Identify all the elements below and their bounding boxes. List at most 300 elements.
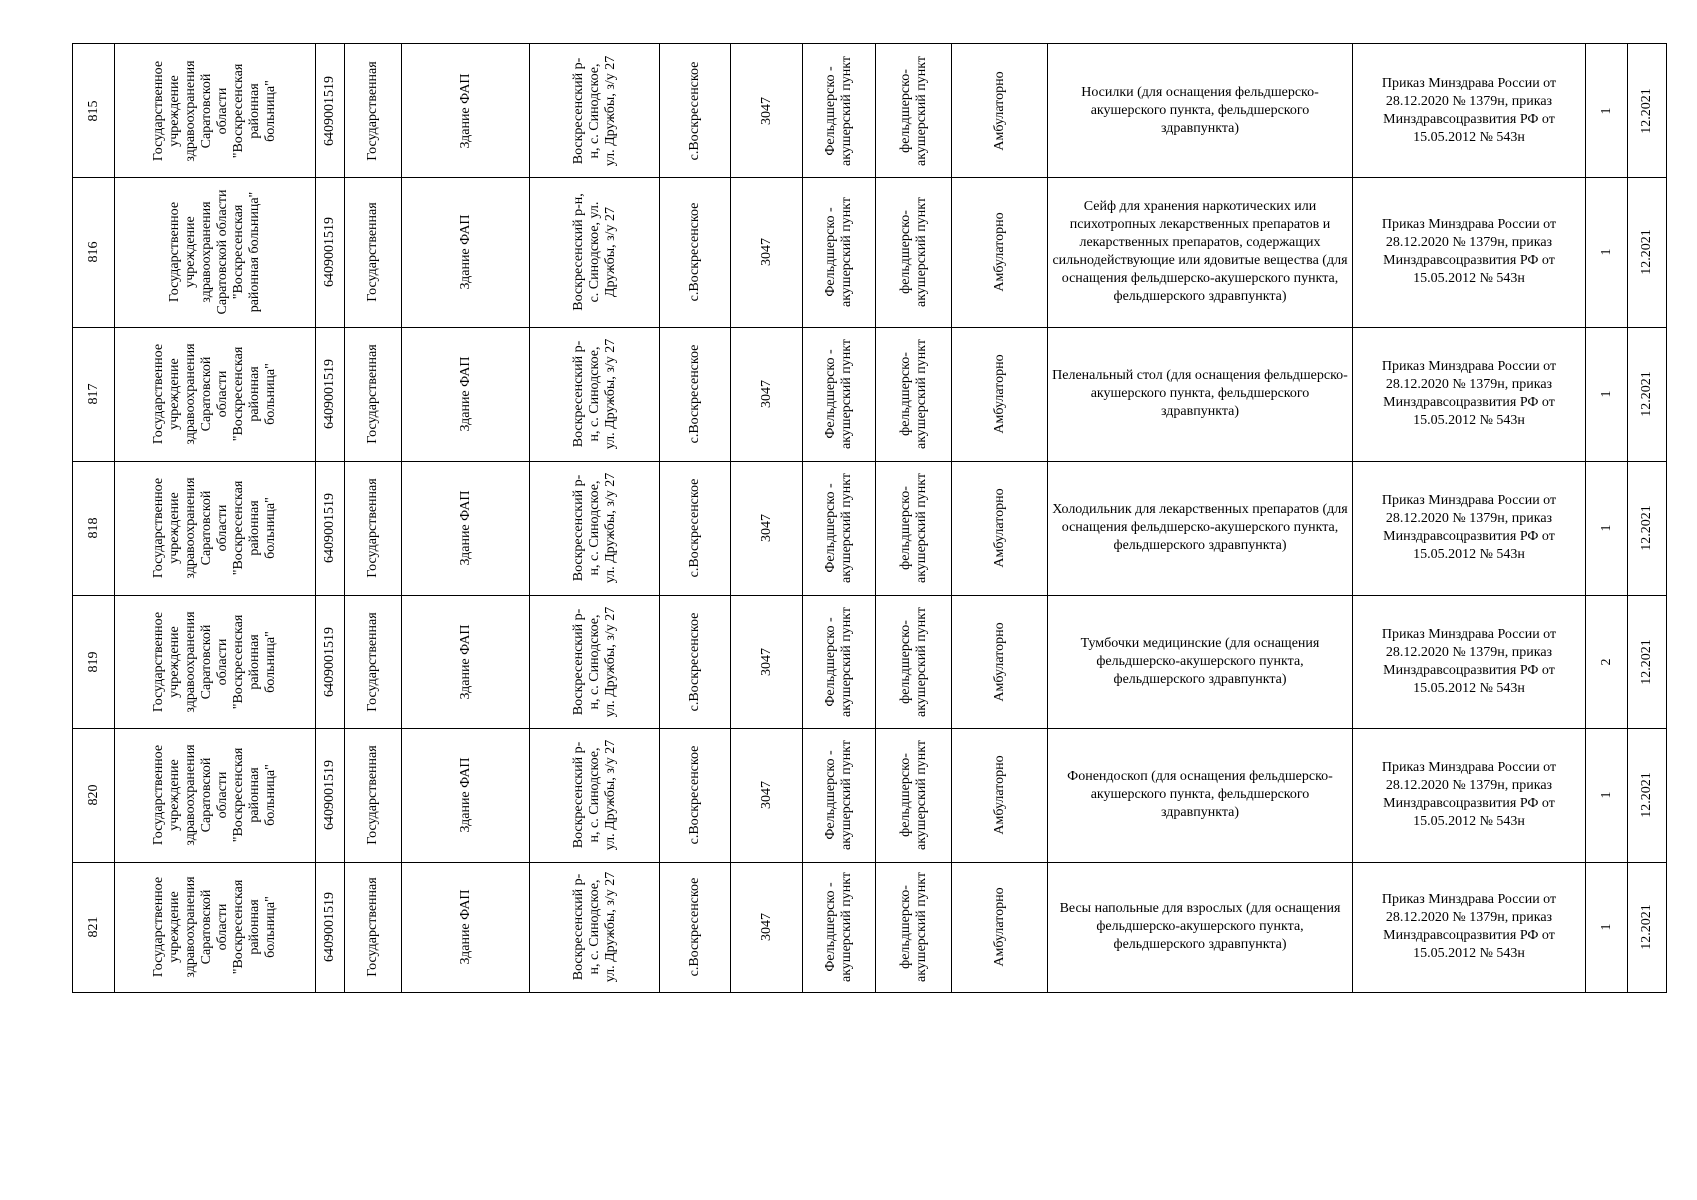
cell-quantity-text: 1 — [1598, 791, 1614, 799]
cell-unit-name-text — [898, 55, 930, 165]
cell-address-line: Воскресенский р- — [570, 741, 586, 849]
cell-inn-text: 6409001519 — [322, 626, 337, 697]
cell-organization-line: здравоохранения — [183, 59, 198, 162]
cell-organization-line: здравоохранения — [183, 744, 198, 846]
table-row — [72, 595, 1667, 729]
cell-organization — [114, 595, 315, 728]
cell-unit-name-line: акушерский пункт — [913, 472, 929, 584]
cell-organization-line: здравоохранения — [199, 200, 214, 303]
cell-legal-basis — [1352, 862, 1585, 992]
cell-code — [730, 327, 802, 461]
cell-inn — [315, 327, 344, 461]
cell-code-text: 3047 — [758, 647, 774, 676]
cell-equipment — [1047, 595, 1352, 728]
cell-code — [730, 862, 802, 992]
cell-inn — [315, 44, 344, 177]
cell-equipment-text: Пеленальный стол (для оснащения фельдшерско-акушерского пункта, фельдшерского здравпункта) — [1052, 368, 1348, 419]
cell-organization — [114, 461, 315, 595]
cell-organization-line: районная больница" — [247, 191, 262, 312]
cell-care-form — [951, 595, 1047, 728]
cell-organization-text — [151, 744, 279, 845]
cell-care-form-text: Амбулаторно — [991, 70, 1007, 151]
cell-unit-name-text — [898, 339, 930, 449]
cell-quantity-text: 1 — [1598, 248, 1614, 255]
cell-date — [1627, 44, 1667, 177]
cell-ownership-text: Государственная — [365, 60, 380, 161]
cell-locality — [659, 44, 730, 177]
cell-quantity-text: 1 — [1598, 107, 1614, 114]
cell-unit-name-line: акушерский пункт — [913, 606, 929, 717]
cell-quantity — [1585, 44, 1627, 177]
cell-building-text: Здание ФАП — [457, 623, 473, 700]
cell-equipment-text: Весы напольные для взрослых (для оснащения фельдшерско-акушерского пункта, фельдшерского здравпункта) — [1059, 901, 1341, 952]
cell-equipment-text: Холодильник для лекарственных препаратов (для оснащения фельдшерско-акушерского пункта, фельдшерского здравпункта) — [1052, 502, 1348, 553]
cell-locality-text: с.Воскресенское — [687, 61, 702, 160]
cell-unit-name — [875, 327, 951, 461]
cell-care-form — [951, 327, 1047, 461]
cell-inn-text: 6409001519 — [322, 216, 337, 287]
cell-date-text: 12.2021 — [1639, 505, 1654, 551]
cell-organization-line: учреждение — [183, 215, 198, 288]
cell-equipment — [1047, 728, 1352, 862]
cell-date-text: 12.2021 — [1639, 87, 1654, 134]
cell-address-line: н, с. Синодское, — [586, 63, 602, 158]
cell-ownership — [344, 176, 401, 327]
cell-organization-line: больница" — [263, 764, 278, 826]
cell-organization-line: Саратовской области — [215, 189, 230, 314]
cell-address-text — [571, 740, 619, 851]
cell-organization-line: районная — [247, 899, 262, 955]
cell-organization-line: районная — [247, 500, 262, 556]
cell-unit-type — [802, 176, 875, 327]
cell-equipment — [1047, 44, 1352, 177]
cell-locality-text: с.Воскресенское — [687, 344, 702, 444]
cell-number-text: 817 — [85, 383, 101, 405]
cell-address-line: ул. Дружбы, з/у 27 — [602, 472, 618, 584]
cell-organization-line: здравоохранения — [183, 876, 198, 978]
cell-inn-text: 6409001519 — [322, 359, 337, 429]
cell-unit-type — [802, 327, 875, 461]
cell-date-text: 12.2021 — [1639, 371, 1654, 417]
cell-building-text: Здание ФАП — [457, 757, 473, 833]
cell-address-line: Воскресенский р- — [570, 57, 586, 164]
cell-organization-line: учреждение — [167, 891, 182, 963]
cell-unit-name-line: фельдшерско- — [897, 885, 913, 969]
cell-building-text: Здание ФАП — [457, 213, 473, 290]
cell-unit-type-line: акушерский пункт — [839, 472, 854, 584]
cell-organization-line: области — [215, 87, 230, 134]
cell-care-form — [951, 176, 1047, 327]
cell-organization-line: "Воскресенская — [231, 63, 246, 158]
cell-address-line: ул. Дружбы, з/у 27 — [602, 338, 618, 450]
cell-building-text: Здание ФАП — [457, 490, 473, 566]
cell-number-text: 818 — [85, 517, 101, 539]
cell-organization — [114, 728, 315, 862]
cell-unit-name — [875, 461, 951, 595]
cell-date-text: 12.2021 — [1639, 638, 1654, 685]
cell-organization-line: "Воскресенская — [231, 480, 246, 576]
cell-address-text — [571, 193, 619, 311]
cell-number-text: 816 — [85, 241, 101, 262]
cell-building — [401, 461, 529, 595]
cell-unit-type-text — [823, 473, 855, 583]
cell-ownership-text: Государственная — [365, 611, 380, 712]
cell-ownership — [344, 595, 401, 728]
cell-unit-name-line: фельдшерско- — [897, 753, 913, 837]
cell-code-text: 3047 — [758, 781, 774, 809]
cell-unit-type-text — [823, 740, 855, 850]
cell-address — [529, 595, 659, 728]
cell-unit-name — [875, 44, 951, 177]
cell-unit-type-text — [823, 196, 855, 306]
cell-legal-basis-text: Приказ Минздрава России от 28.12.2020 № 1379н, приказ Минздравсоцразвития РФ от 15.05.2012 № 543н — [1381, 493, 1557, 562]
cell-address-line: Воскресенский р- — [570, 474, 586, 582]
cell-building — [401, 327, 529, 461]
cell-quantity — [1585, 862, 1627, 992]
cell-number — [72, 327, 114, 461]
cell-organization-text — [151, 60, 279, 161]
cell-code — [730, 44, 802, 177]
cell-locality-text: с.Воскресенское — [687, 478, 702, 578]
cell-address-line: ул. Дружбы, з/у 27 — [602, 55, 618, 166]
cell-address — [529, 728, 659, 862]
cell-address-line: н, с. Синодское, — [586, 879, 602, 975]
cell-equipment — [1047, 327, 1352, 461]
cell-address-line: н, с. Синодское, — [586, 346, 602, 442]
cell-date — [1627, 461, 1667, 595]
cell-legal-basis-text: Приказ Минздрава России от 28.12.2020 № 1379н, приказ Минздравсоцразвития РФ от 15.05.2012 № 543н — [1381, 760, 1557, 829]
cell-code-text: 3047 — [758, 913, 774, 941]
cell-number-text: 821 — [85, 916, 101, 938]
cell-inn-text: 6409001519 — [322, 493, 337, 563]
cell-address-text — [571, 473, 619, 584]
cell-quantity — [1585, 176, 1627, 327]
cell-unit-name-line: акушерский пункт — [913, 196, 929, 307]
cell-organization-line: Саратовской — [199, 490, 214, 566]
cell-organization-line: "Воскресенская — [231, 614, 246, 709]
table-row — [72, 728, 1667, 863]
cell-code-text: 3047 — [758, 96, 774, 125]
cell-organization-line: больница" — [263, 79, 278, 142]
cell-equipment-text: Тумбочки медицинские (для оснащения фельдшерско-акушерского пункта, фельдшерского здравпункта) — [1080, 635, 1320, 687]
cell-unit-type-text — [823, 339, 855, 449]
cell-number — [72, 461, 114, 595]
cell-locality — [659, 728, 730, 862]
cell-unit-type-line: Фельдшерско - — [823, 349, 838, 439]
cell-code-text: 3047 — [758, 380, 774, 408]
cell-code-text: 3047 — [758, 514, 774, 542]
cell-organization-line: здравоохранения — [183, 477, 198, 579]
cell-unit-name-line: фельдшерско- — [897, 209, 913, 294]
cell-inn-text: 6409001519 — [322, 760, 337, 830]
cell-locality — [659, 327, 730, 461]
cell-unit-type — [802, 728, 875, 862]
cell-organization-line: Саратовской — [199, 889, 214, 965]
cell-address-line: Воскресенский р- — [570, 873, 586, 981]
cell-organization-line: районная — [247, 767, 262, 823]
cell-inn — [315, 728, 344, 862]
cell-organization-line: "Воскресенская — [231, 879, 246, 975]
cell-organization-line: больница" — [263, 363, 278, 425]
cell-inn-text: 6409001519 — [322, 75, 337, 146]
cell-care-form-text: Амбулаторно — [991, 621, 1007, 702]
cell-organization-text — [151, 477, 279, 578]
cell-organization-line: больница" — [263, 630, 278, 693]
cell-inn — [315, 595, 344, 728]
cell-ownership — [344, 327, 401, 461]
cell-address — [529, 327, 659, 461]
cell-organization-line: учреждение — [167, 492, 182, 564]
cell-organization — [114, 862, 315, 992]
cell-organization-text — [151, 611, 279, 712]
cell-organization-line: Государственное — [151, 744, 166, 846]
cell-date-text: 12.2021 — [1639, 904, 1654, 950]
cell-legal-basis — [1352, 595, 1585, 728]
cell-code — [730, 461, 802, 595]
cell-quantity-text: 1 — [1598, 923, 1614, 931]
cell-quantity — [1585, 327, 1627, 461]
cell-date — [1627, 862, 1667, 992]
cell-ownership — [344, 728, 401, 862]
cell-quantity-text: 2 — [1598, 658, 1614, 665]
cell-care-form-text: Амбулаторно — [991, 755, 1007, 835]
cell-unit-name-text — [898, 740, 930, 850]
cell-organization-line: здравоохранения — [183, 343, 198, 445]
cell-organization — [114, 44, 315, 177]
cell-address-line: ул. Дружбы, з/у 27 — [602, 739, 618, 851]
cell-care-form-text: Амбулаторно — [991, 211, 1007, 292]
cell-number-text: 819 — [85, 651, 101, 672]
cell-equipment — [1047, 461, 1352, 595]
cell-address-text — [571, 606, 619, 717]
cell-organization-line: учреждение — [167, 358, 182, 430]
cell-address-line: Дружбы, з/у 27 — [602, 206, 618, 297]
cell-inn-text: 6409001519 — [322, 892, 337, 962]
cell-organization-line: районная — [247, 366, 262, 422]
cell-date-text: 12.2021 — [1639, 772, 1654, 818]
cell-locality-text: с.Воскресенское — [687, 612, 702, 711]
cell-building — [401, 728, 529, 862]
cell-address — [529, 862, 659, 992]
cell-care-form — [951, 862, 1047, 992]
cell-locality-text: с.Воскресенское — [687, 745, 702, 845]
cell-quantity-text: 1 — [1598, 390, 1614, 398]
cell-quantity — [1585, 728, 1627, 862]
cell-organization-line: "Воскресенская — [231, 204, 246, 299]
cell-organization-line: больница" — [263, 896, 278, 958]
cell-address-line: Воскресенский р- — [570, 340, 586, 448]
cell-address-line: Воскресенский р-н, — [570, 192, 586, 311]
cell-organization-text — [151, 876, 279, 977]
table-row — [72, 43, 1667, 178]
equipment-table — [72, 43, 1667, 992]
cell-organization-line: Государственное — [151, 343, 166, 445]
cell-quantity-text: 1 — [1598, 524, 1614, 532]
cell-unit-name-line: акушерский пункт — [913, 55, 929, 166]
table-row — [72, 327, 1667, 462]
cell-unit-type-line: акушерский пункт — [839, 55, 854, 166]
cell-locality — [659, 176, 730, 327]
cell-organization-line: учреждение — [167, 625, 182, 698]
cell-date-text: 12.2021 — [1639, 228, 1654, 275]
cell-unit-type-line: Фельдшерско - — [823, 65, 838, 156]
cell-ownership-text: Государственная — [365, 877, 380, 977]
cell-care-form-text: Амбулаторно — [991, 354, 1007, 434]
cell-care-form-text: Амбулаторно — [991, 488, 1007, 568]
cell-date — [1627, 728, 1667, 862]
cell-unit-type-line: Фельдшерско - — [823, 483, 838, 573]
cell-organization — [114, 327, 315, 461]
cell-number — [72, 595, 114, 728]
cell-address-line: с. Синодское, ул. — [586, 201, 602, 302]
cell-unit-name-line: акушерский пункт — [913, 871, 929, 983]
cell-number — [72, 176, 114, 327]
table-row — [72, 862, 1667, 993]
cell-unit-name-line: фельдшерско- — [897, 68, 913, 153]
cell-unit-name — [875, 595, 951, 728]
cell-organization-line: области — [215, 771, 230, 819]
cell-unit-type-line: акушерский пункт — [839, 871, 854, 983]
cell-building — [401, 176, 529, 327]
cell-locality — [659, 461, 730, 595]
cell-locality — [659, 862, 730, 992]
cell-address-line: ул. Дружбы, з/у 27 — [602, 871, 618, 983]
cell-address-text — [571, 872, 619, 983]
cell-unit-type-line: акушерский пункт — [839, 196, 854, 307]
cell-building — [401, 44, 529, 177]
cell-code — [730, 176, 802, 327]
cell-building — [401, 595, 529, 728]
cell-equipment-text: Фонендоскоп (для оснащения фельдшерско-акушерского пункта, фельдшерского здравпункта) — [1067, 769, 1333, 820]
cell-code — [730, 728, 802, 862]
cell-legal-basis-text: Приказ Минздрава России от 28.12.2020 № 1379н, приказ Минздравсоцразвития РФ от 15.05.2012 № 543н — [1381, 892, 1557, 961]
cell-care-form — [951, 44, 1047, 177]
cell-building — [401, 862, 529, 992]
cell-legal-basis — [1352, 728, 1585, 862]
cell-organization-line: Государственное — [151, 876, 166, 978]
cell-date — [1627, 595, 1667, 728]
cell-address-line: н, с. Синодское, — [586, 747, 602, 843]
cell-legal-basis — [1352, 44, 1585, 177]
cell-organization-line: учреждение — [167, 759, 182, 831]
cell-unit-name — [875, 862, 951, 992]
cell-organization-line: Саратовской — [199, 624, 214, 699]
cell-inn — [315, 176, 344, 327]
cell-organization-line: Государственное — [151, 477, 166, 579]
cell-building-text: Здание ФАП — [457, 889, 473, 965]
cell-unit-type-line: акушерский пункт — [839, 338, 854, 450]
cell-locality-text: с.Воскресенское — [687, 877, 702, 977]
cell-ownership — [344, 44, 401, 177]
cell-address-text — [571, 55, 619, 166]
cell-equipment — [1047, 862, 1352, 992]
cell-unit-name-line: фельдшерско- — [897, 486, 913, 570]
cell-ownership — [344, 461, 401, 595]
cell-organization-line: Государственное — [167, 201, 182, 302]
cell-number — [72, 728, 114, 862]
cell-legal-basis-text: Приказ Минздрава России от 28.12.2020 № 1379н, приказ Минздравсоцразвития РФ от 15.05.2012 № 543н — [1381, 359, 1557, 428]
cell-legal-basis-text: Приказ Минздрава России от 28.12.2020 № 1379н, приказ Минздравсоцразвития РФ от 15.05.2012 № 543н — [1381, 75, 1557, 145]
cell-organization-line: области — [215, 370, 230, 418]
cell-ownership-text: Государственная — [365, 745, 380, 845]
cell-unit-type — [802, 595, 875, 728]
cell-organization-line: "Воскресенская — [231, 747, 246, 843]
cell-number-text: 815 — [85, 100, 101, 121]
cell-inn — [315, 862, 344, 992]
cell-unit-type-line: Фельдшерско - — [823, 616, 838, 707]
cell-number — [72, 44, 114, 177]
cell-ownership — [344, 862, 401, 992]
cell-building-text: Здание ФАП — [457, 356, 473, 432]
cell-date — [1627, 176, 1667, 327]
cell-code — [730, 595, 802, 728]
cell-legal-basis — [1352, 461, 1585, 595]
cell-unit-type-line: акушерский пункт — [839, 739, 854, 851]
cell-unit-type-text — [823, 55, 855, 165]
cell-unit-name-line: фельдшерско- — [897, 352, 913, 436]
cell-organization-line: области — [215, 638, 230, 685]
cell-ownership-text: Государственная — [365, 344, 380, 444]
cell-unit-type — [802, 461, 875, 595]
cell-address — [529, 176, 659, 327]
cell-equipment-text: Носилки (для оснащения фельдшерско-акушерского пункта, фельдшерского здравпункта) — [1081, 84, 1319, 136]
cell-unit-type-line: Фельдшерско - — [823, 750, 838, 840]
cell-ownership-text: Государственная — [365, 201, 380, 302]
cell-unit-name-text — [898, 872, 930, 982]
cell-equipment-text: Сейф для хранения наркотических или психотропных лекарственных препаратов и лекарственных препаратов, содержащих сильнодействующие или ядовитые вещества (для оснащения фельдшерско-акушерского пункта, фельдшерского здравпункта) — [1052, 198, 1348, 304]
cell-unit-type-line: Фельдшерско - — [823, 882, 838, 972]
cell-legal-basis — [1352, 327, 1585, 461]
cell-organization — [114, 176, 315, 327]
cell-number-text: 820 — [85, 784, 101, 806]
cell-unit-name-line: фельдшерско- — [897, 619, 913, 704]
cell-organization-line: районная — [247, 633, 262, 690]
cell-unit-type-line: акушерский пункт — [839, 606, 854, 717]
cell-organization-line: Государственное — [151, 611, 166, 712]
cell-code-text: 3047 — [758, 237, 774, 266]
cell-ownership-text: Государственная — [365, 478, 380, 578]
cell-address — [529, 461, 659, 595]
cell-organization-text — [167, 189, 263, 314]
cell-organization-line: здравоохранения — [183, 610, 198, 713]
cell-care-form — [951, 461, 1047, 595]
cell-organization-line: учреждение — [167, 74, 182, 147]
cell-legal-basis-text: Приказ Минздрава России от 28.12.2020 № 1379н, приказ Минздравсоцразвития РФ от 15.05.2012 № 543н — [1381, 216, 1557, 286]
cell-legal-basis-text: Приказ Минздрава России от 28.12.2020 № 1379н, приказ Минздравсоцразвития РФ от 15.05.2012 № 543н — [1381, 626, 1557, 696]
cell-unit-name-text — [898, 196, 930, 306]
cell-locality — [659, 595, 730, 728]
table-row — [72, 461, 1667, 596]
cell-organization-text — [151, 343, 279, 444]
cell-care-form-text: Амбулаторно — [991, 887, 1007, 967]
cell-inn — [315, 461, 344, 595]
cell-unit-name-text — [898, 473, 930, 583]
cell-address-text — [571, 339, 619, 450]
cell-unit-type-text — [823, 872, 855, 982]
cell-equipment — [1047, 176, 1352, 327]
cell-unit-type-line: Фельдшерско - — [823, 206, 838, 297]
cell-organization-line: больница" — [263, 497, 278, 559]
cell-organization-line: Саратовской — [199, 356, 214, 432]
cell-organization-line: области — [215, 504, 230, 552]
cell-organization-line: районная — [247, 82, 262, 139]
cell-organization-line: Саратовской — [199, 757, 214, 833]
cell-address-line: н, с. Синодское, — [586, 614, 602, 709]
cell-organization-line: области — [215, 903, 230, 951]
table-row — [72, 176, 1667, 328]
cell-unit-name-line: акушерский пункт — [913, 338, 929, 450]
cell-address-line: Воскресенский р- — [570, 608, 586, 715]
